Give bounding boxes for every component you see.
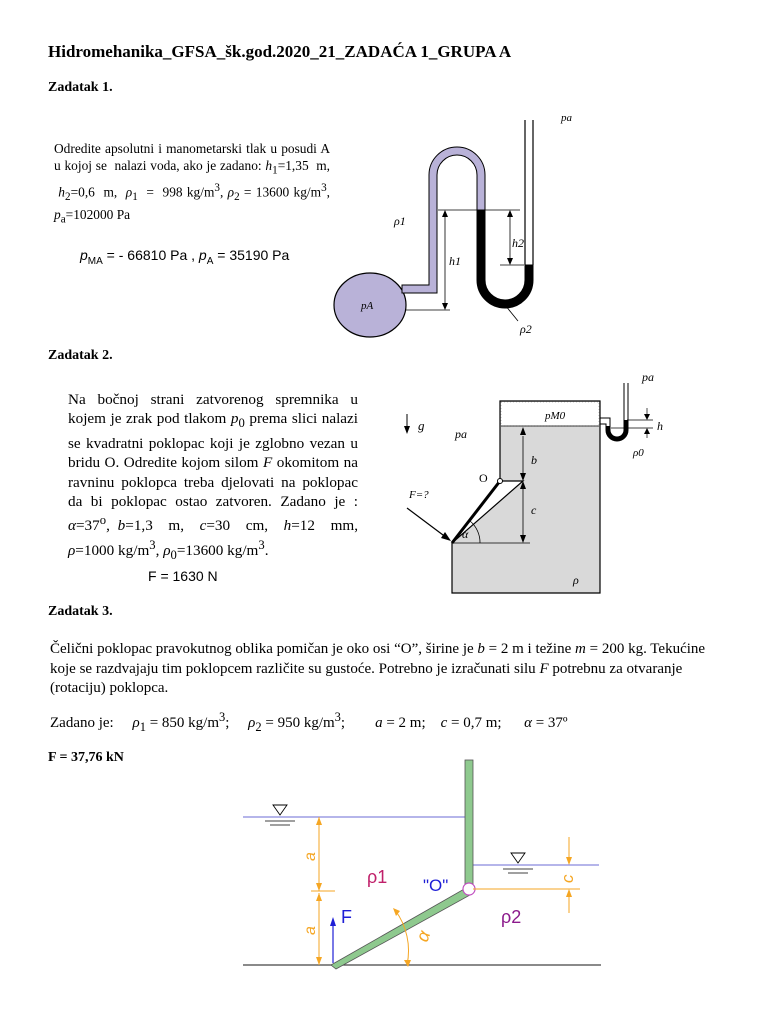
label-alpha: α — [462, 527, 469, 541]
label-b: b — [531, 453, 537, 467]
task3-given: Zadano je: $\rho_1 = 850$ $kg/m^3$; $\rho_2 = 950$ $kg/m^3$; a = 2 m; c = 0,7 m; α = 37º — [50, 710, 568, 734]
label-rho0: ρ0 — [633, 447, 644, 459]
vertical-wall — [465, 760, 473, 885]
rho1-fluid-tube — [402, 147, 485, 293]
task2-heading: Zadatak 2. — [48, 348, 113, 363]
label-pA: pA — [361, 300, 374, 312]
label-h1: h1 — [449, 254, 461, 268]
label-h2: h2 — [512, 236, 524, 250]
task2-tank-figure — [395, 368, 695, 603]
task2-result: F = 1630 N — [148, 568, 218, 584]
task3-result: F = 37,76 kN — [48, 750, 124, 765]
label-pM0: pM0 — [545, 410, 566, 422]
tank-body — [452, 401, 600, 593]
label-c: c — [531, 503, 537, 517]
task3-heading: Zadatak 3. — [48, 604, 113, 619]
label-a-bottom: a — [302, 926, 319, 935]
label-pa-left: pa — [455, 427, 467, 441]
task3-text: Čelični poklopac pravokutnog oblika pomičan je oko osi “O”, širine je b = 2 m i težine m = 200 kg. Tekućine koje se razdvajaju tim poklopcem različite su gustoće. Potrebno je izračunati silu F potrebnu za otvaranje (rotaciju) poklopca. — [50, 641, 706, 696]
inclined-gate — [331, 888, 470, 969]
task3-gate-figure — [235, 755, 610, 980]
label-pa: pa — [561, 112, 572, 124]
label-F: F — [341, 907, 352, 927]
label-g: g — [418, 418, 425, 433]
label-alpha: α — [411, 927, 435, 945]
label-rho: ρ — [573, 573, 579, 587]
label-rho1: ρ1 — [367, 867, 388, 887]
task2-text: Na bočnoj strani zatvorenog spremnika u kojem je zrak pod tlakom $p_0$ prema slici nalazi se kvadratni poklopac koji je zglobno vezan u bridu O. Odredite kojom silom F okomitom na ravninu poklopca treba djelovati na poklopac da bi poklopac ostao zatvoren. Zadano je : $\alpha=37^o$, b=1,3 m, c=30 cm, h=12 mm, ρ=1000 $kg/m^3$, $\rho_0=13600$ $kg/m^3$. — [68, 391, 358, 563]
document-title: Hidromehanika_GFSA_šk.god.2020_21_ZADAĆA 1_GRUPA A — [48, 42, 512, 61]
label-F: F=? — [409, 489, 429, 501]
label-c: c — [558, 874, 577, 883]
task1-heading: Zadatak 1. — [48, 80, 113, 95]
label-O: "O" — [423, 876, 449, 895]
label-rho2: ρ2 — [501, 907, 522, 927]
label-a-top: a — [302, 852, 319, 861]
label-rho1: ρ1 — [394, 214, 406, 228]
task1-result: $p_{MA}$ = - 66810 Pa , $p_A = 35190$ Pa — [80, 247, 290, 267]
task1-manometer-figure — [320, 105, 580, 345]
task1-text: Odredite apsolutni i manometarski tlak u posudi A u kojoj se nalazi voda, ako je zadano: $h_1=1,35$ m, $h_2=0,6$ m, $\rho_1 = 998$ $kg/m^3$, $\rho_2 = 13600$ $kg/m^3$, $p_a=102000$ Pa — [54, 141, 331, 226]
label-O: O — [479, 471, 488, 485]
label-rho2: ρ2 — [520, 322, 532, 336]
label-pa-top: pa — [642, 370, 654, 384]
label-h: h — [657, 419, 663, 433]
